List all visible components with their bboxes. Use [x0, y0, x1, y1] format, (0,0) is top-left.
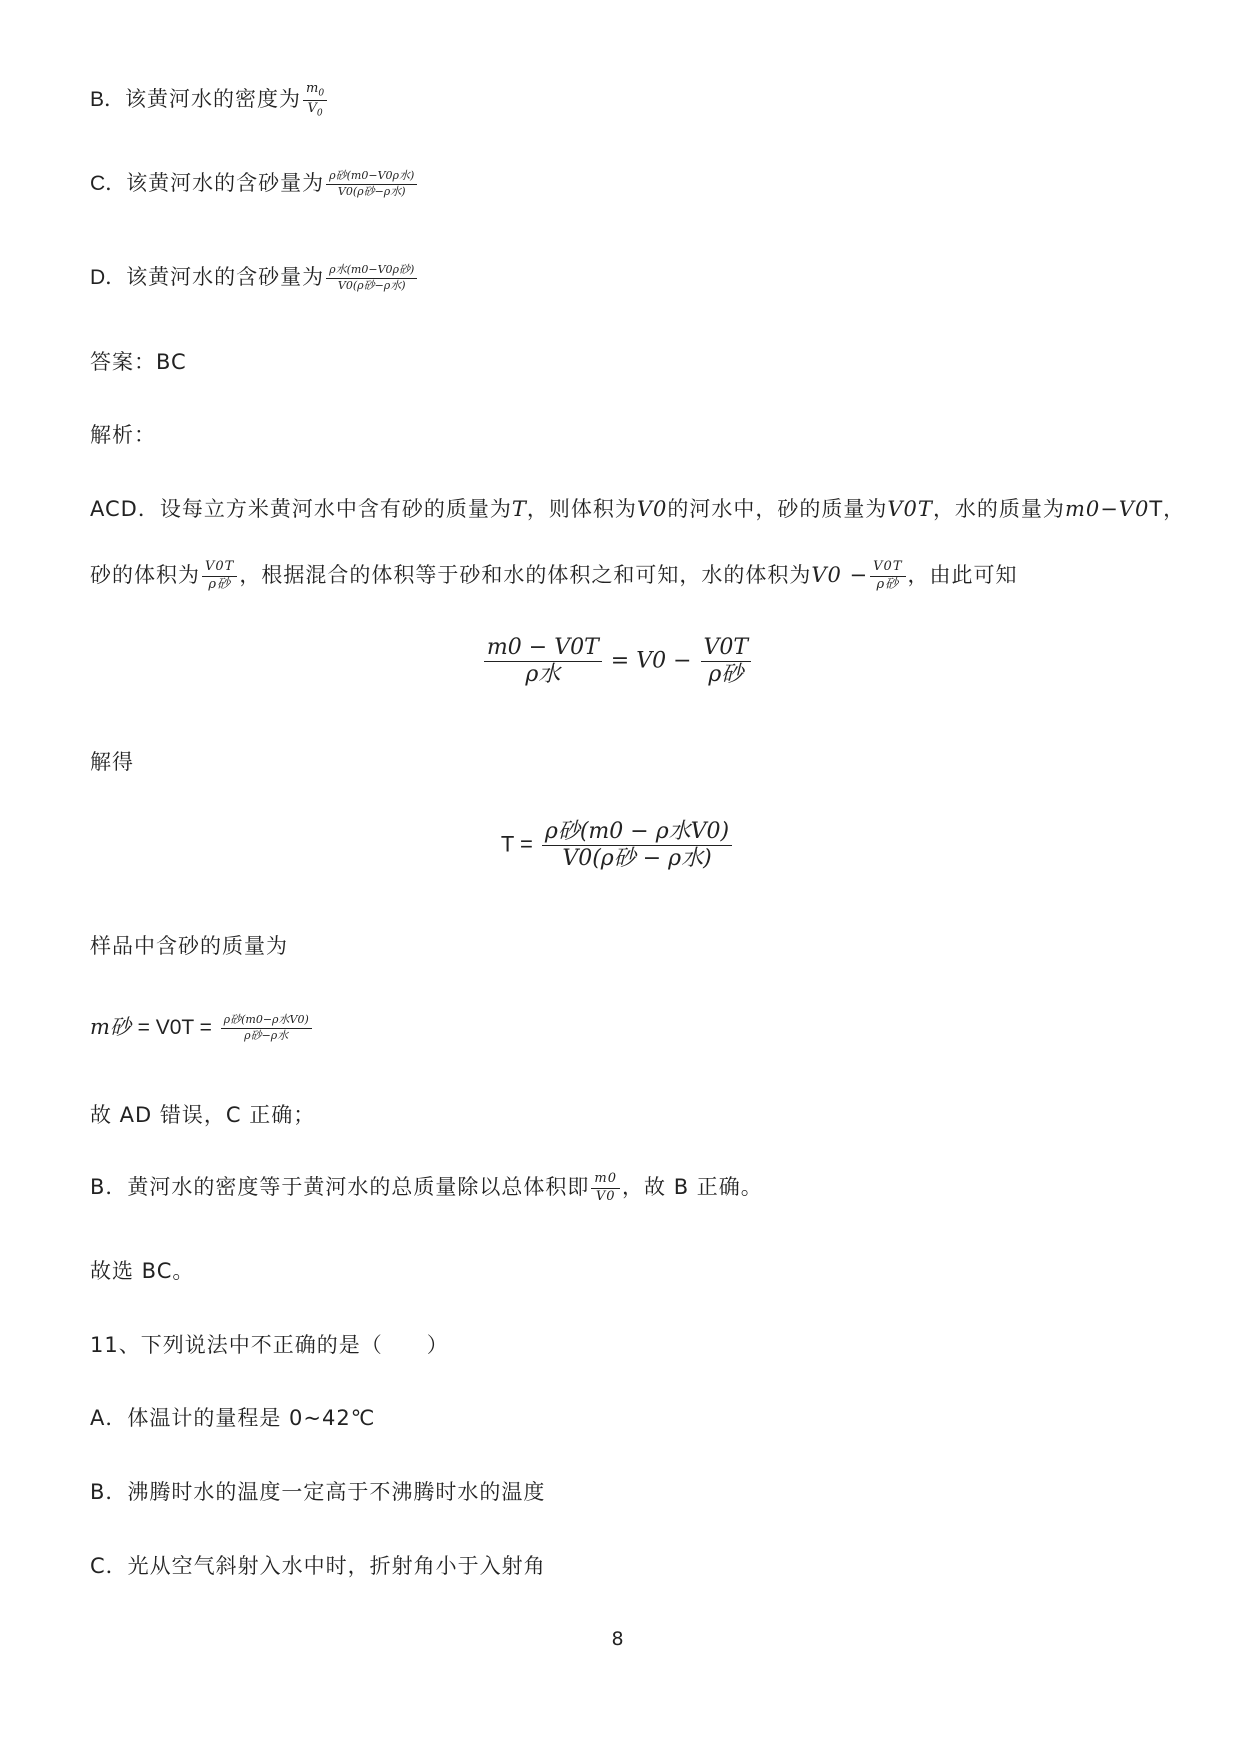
option-b-prefix: B． [90, 88, 126, 112]
option-c-fraction: $\frac{\text{ρ砂(m0−V0ρ水)}}{\text{V0(ρ砂−ρ水)}}$ [326, 170, 417, 197]
option-d-fraction: $\frac{\text{ρ水(m0−V0ρ砂)}}{\text{V0(ρ砂−ρ水)}}$ [326, 264, 417, 291]
option-d-prefix: D． [90, 266, 127, 289]
acd-line-1: ACD．设每立方米黄河水中含有砂的质量为T，则体积为V0的河水中，砂的质量为V0T，水的质量为m0−V0T， [90, 497, 1186, 521]
acd-line-2: 砂的体积为 $\frac{V0T}{\text{ρ砂}}$ ，根据混合的体积等于砂和水的体积之和可知，水的体积为V0 − $\frac{V0T}{\text{ρ砂}}$ ，由此可知 [90, 559, 1018, 592]
q11-option-a: A．体温计的量程是 0~42℃ [90, 1406, 376, 1430]
acd-fraction-1: $\frac{V0T}{\text{ρ砂}}$ [202, 560, 237, 592]
option-c [90, 168, 419, 199]
option-b-fraction: $\frac{m_0}{V_0}$ [303, 82, 327, 118]
equation-1: $\frac{m0 - V0T}{\text{ρ水}}$ = V0 − $\frac{V0T}{\text{ρ砂}}$ [0, 636, 1235, 687]
solve-label: 解得 [90, 750, 134, 774]
option-c-text: 该黄河水的含砂量为 [126, 171, 325, 195]
option-d [90, 262, 419, 293]
q11-option-b: B．沸腾时水的温度一定高于不沸腾时水的温度 [90, 1480, 546, 1504]
q11-option-c: C．光从空气斜射入水中时，折射角小于入射角 [90, 1554, 546, 1578]
question-11: 11、下列说法中不正确的是（ ） [90, 1333, 449, 1357]
conclusion-1: 故 AD 错误，C 正确； [90, 1103, 316, 1127]
acd-fraction-2: $\frac{V0T}{\text{ρ砂}}$ [870, 560, 905, 592]
analysis-label: 解析： [90, 423, 156, 447]
sample-label: 样品中含砂的质量为 [90, 934, 288, 958]
option-c-prefix: C． [90, 172, 127, 195]
b-explanation: B．黄河水的密度等于黄河水的总质量除以总体积即 $\frac{m0}{V0}$ ，故 B 正确。 [90, 1171, 763, 1204]
equation-2: T = $\frac{\text{ρ砂(m0 − ρ水V0)}}{\text{V0(ρ砂 − ρ水)}}$ [0, 820, 1235, 871]
option-d-text: 该黄河水的含砂量为 [126, 265, 325, 289]
page-number: 8 [611, 1628, 624, 1650]
final-choice: 故选 BC。 [90, 1259, 195, 1283]
option-b-text: 该黄河水的密度为 [125, 87, 302, 112]
answer-line: 答案：BC [90, 350, 187, 374]
equation-3: m砂 = V0T = $\frac{\text{ρ砂(m0−ρ水V0)}}{\text{ρ砂−ρ水}}$ [90, 1012, 314, 1043]
option-b [90, 82, 329, 118]
